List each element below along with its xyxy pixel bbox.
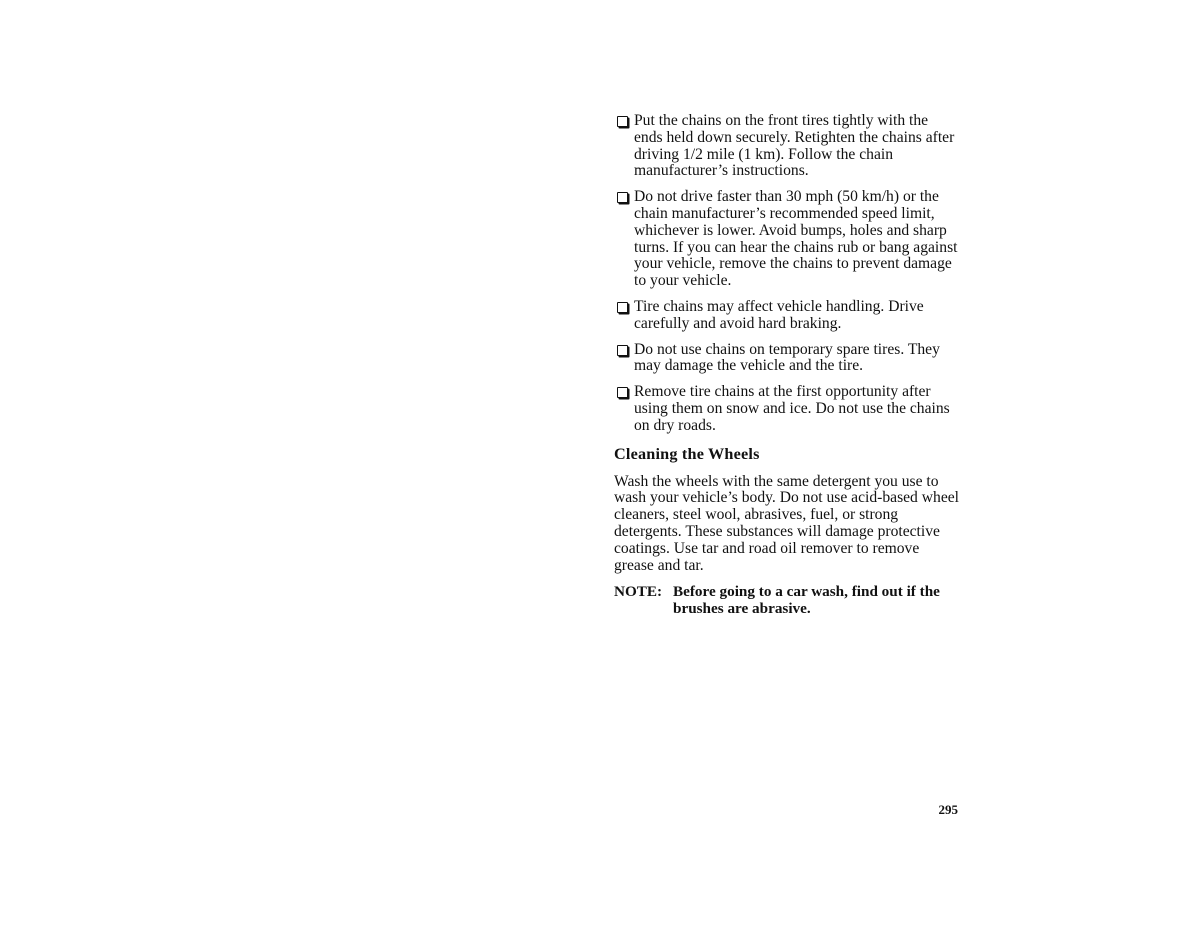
list-item-text: Do not use chains on temporary spare tires. They may damage the vehicle and the tire. [634, 340, 940, 375]
page-number: 295 [938, 802, 958, 817]
list-item-text: Remove tire chains at the first opportunity after using them on snow and ice. Do not use the chains on dry roads. [634, 383, 950, 434]
list-item-text: Put the chains on the front tires tightly with the ends held down securely. Retighten the chains after driving 1/2 mile (1 km). Follow the chain manufacturer’s instructions. [634, 112, 955, 180]
list-item [614, 189, 960, 290]
section-heading: Cleaning the Wheels [614, 444, 760, 463]
list-item [614, 342, 960, 376]
note-text: Before going to a car wash, find out if the brushes are abrasive. [673, 583, 940, 618]
checkbox-bullet-icon [617, 302, 628, 313]
chain-instructions-list [614, 113, 960, 435]
note-block [614, 583, 960, 617]
list-item [614, 299, 960, 333]
list-item-text: Tire chains may affect vehicle handling. Drive carefully and avoid hard braking. [634, 297, 924, 332]
note-label: NOTE: [614, 583, 663, 601]
checkbox-bullet-icon [617, 387, 628, 398]
content-column [614, 113, 960, 617]
list-item [614, 384, 960, 434]
checkbox-bullet-icon [617, 345, 628, 356]
checkbox-bullet-icon [617, 116, 628, 127]
list-item [614, 113, 960, 180]
section-body-text: Wash the wheels with the same detergent you use to wash your vehicle’s body. Do not use acid-based wheel cleaners, steel wool, abrasives, fuel, or strong detergents. These substances will damage protective coatings. Use tar and road oil remover to remove grease and tar. [614, 472, 959, 574]
checkbox-bullet-icon [617, 192, 628, 203]
list-item-text: Do not drive faster than 30 mph (50 km/h) or the chain manufacturer’s recommended speed limit, whichever is lower. Avoid bumps, holes and sharp turns. If you can hear the chains rub or bang against your vehicle, remove the chains to prevent damage to your vehicle. [634, 188, 958, 290]
